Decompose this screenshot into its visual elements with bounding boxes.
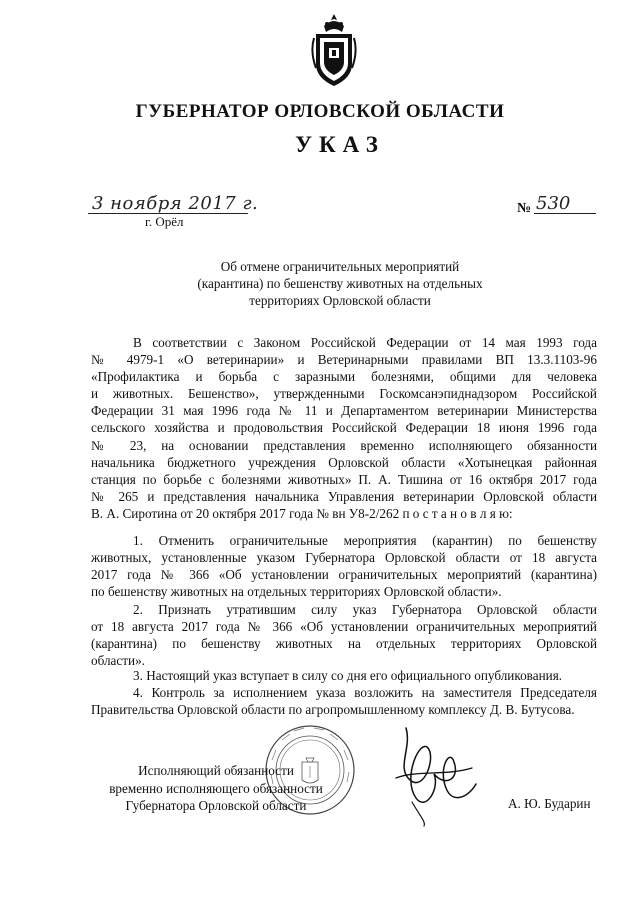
decree-item-2 (91, 601, 597, 669)
item-line: 4. Контроль за исполнением указа возложить на заместителя Председателя (133, 685, 597, 700)
item-line: Правительства Орловской области по агропромышленному комплексу Д. В. Бутусова. (91, 702, 575, 718)
preamble-line: сельского хозяйства и продовольствия Российской Федерации 18 июня 1996 года (91, 420, 597, 436)
number-underline (534, 213, 596, 214)
item-line: (карантина) по бешенству животных на отдельных территориях Орловской (91, 636, 597, 652)
city-label: г. Орёл (145, 214, 184, 229)
item-line: области». (91, 653, 145, 669)
subject-line: территориях Орловской области (249, 293, 431, 308)
coat-of-arms-icon (310, 12, 358, 88)
position-line: Губернатора Орловской области (125, 798, 307, 813)
preamble-line: и животных. Бешенство», утвержденными Госкомсанэпиднадзором Российской (91, 386, 597, 402)
preamble-line: № 4979-1 «О ветеринарии» и Ветеринарными правилами ВП 13.3.1103-96 (91, 352, 597, 368)
item-line: по бешенству животных на отдельных территориях Орловской области». (91, 584, 502, 600)
subject-line: Об отмене ограничительных мероприятий (220, 259, 460, 274)
preamble-paragraph (91, 334, 597, 522)
decree-item-3 (91, 667, 597, 684)
decree-item-4 (91, 684, 597, 718)
item-line: 1. Отменить ограничительные мероприятия (карантин) по бешенству (133, 533, 597, 548)
preamble-line: «Профилактика и борьба с заразными болезнями, общими для человека (91, 369, 597, 385)
preamble-line: № 23, на основании представления временно исполняющего обязанности (91, 437, 597, 453)
document-type: УКАЗ (295, 132, 385, 157)
decree-subject (170, 258, 510, 309)
preamble-line: начальника бюджетного учреждения Орловской области «Хотынецкая районная (91, 454, 597, 470)
preamble-line: Федерации 31 мая 1996 года № 11 и Департаментом ветеринарии Министерства (91, 403, 597, 419)
position-line: Исполняющий обязанности (138, 763, 294, 778)
preamble-line: № 265 и представления начальника Управления ветеринарии Орловской области (91, 488, 597, 504)
handwritten-date: 3 ноября 2017 г. (92, 193, 259, 214)
handwritten-number: 530 (536, 193, 571, 214)
item-line: 2. Признать утратившим силу указ Губернатора Орловской области (133, 602, 597, 617)
item-line: животных, установленные указом Губернатора Орловской области от 18 августа (91, 550, 597, 566)
preamble-line: В. А. Сиротина от 20 октября 2017 года № вн У8-2/262 п о с т а н о в л я ю: (91, 505, 513, 521)
item-line: 3. Настоящий указ вступает в силу со дня его официального опубликования. (133, 668, 563, 683)
item-line: 2017 года № 366 «Об установлении ограничительных мероприятий (карантина) (91, 567, 597, 583)
position-line: временно исполняющего обязанности (109, 780, 323, 796)
preamble-line: станция по борьбе с болезнями животных» П. А. Тишина от 16 октября 2017 года (91, 471, 597, 487)
preamble-line: В соответствии с Законом Российской Федерации от 14 мая 1993 года (133, 335, 597, 350)
signatory-position (86, 762, 346, 815)
handwritten-signature (376, 718, 486, 828)
signatory-name: А. Ю. Бударин (508, 796, 591, 811)
subject-line: (карантина) по бешенству животных на отдельных (197, 276, 483, 291)
issuer-title: ГУБЕРНАТОР ОРЛОВСКОЙ ОБЛАСТИ (135, 101, 505, 122)
number-sign: № (517, 201, 532, 216)
decree-item-1 (91, 532, 597, 600)
item-line: от 18 августа 2017 года № 366 «Об установлении ограничительных мероприятий (91, 619, 597, 635)
